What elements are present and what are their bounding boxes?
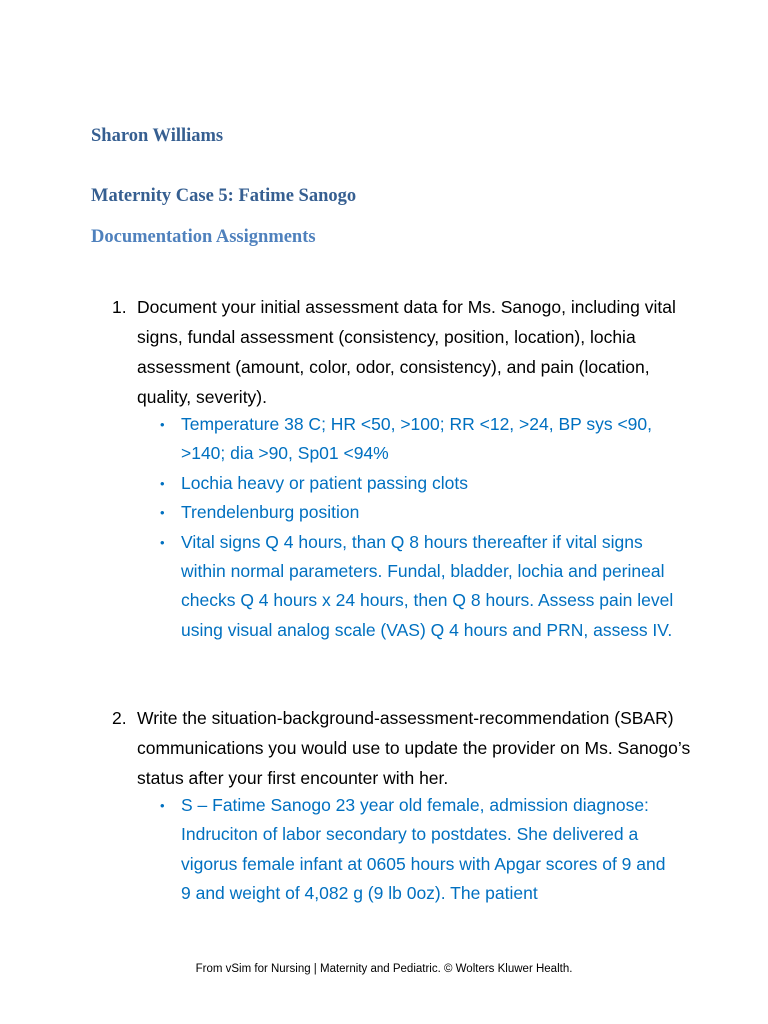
author-name: Sharon Williams (91, 126, 224, 146)
question-text: Document your initial assessment data for Ms. Sanogo, including vital signs, fundal assessment (consistency, position, location), lochia assessment (amount, color, odor, consistency), and pain (location, quality, severity). (137, 297, 676, 407)
answer-text: Vital signs Q 4 hours, than Q 8 hours thereafter if vital signs within normal parameters. Fundal, bladder, lochia and perineal checks Q 4 hours x 24 hours, then Q 8 hours. Assess pain level using visual analog scale (VAS) Q 4 hours and PRN, assess IV. (181, 531, 674, 640)
section-title: Documentation Assignments (91, 227, 316, 247)
answer-item (157, 528, 677, 646)
case-title: Maternity Case 5: Fatime Sanogo (91, 186, 357, 206)
bullet-icon: • (160, 798, 165, 813)
bullet-icon: • (160, 534, 165, 550)
answer-text: Trendelenburg position (181, 502, 360, 523)
bullet-icon: • (160, 505, 165, 521)
question-number: 1. (112, 297, 127, 317)
answer-item (157, 498, 677, 527)
answer-list (157, 791, 677, 909)
bullet-icon: • (160, 417, 165, 432)
bullet-icon: • (160, 475, 165, 491)
answer-list (157, 410, 677, 645)
answer-item (157, 410, 677, 469)
question-number: 2. (112, 708, 127, 728)
page-footer: From vSim for Nursing | Maternity and Pediatric. © Wolters Kluwer Health. (195, 963, 573, 975)
answer-text: Lochia heavy or patient passing clots (181, 472, 468, 493)
question-text: Write the situation-background-assessment-recommendation (SBAR) communications you would use to update the provider on Ms. Sanogo’s status after your first encounter with her. (137, 708, 691, 788)
answer-item (157, 469, 677, 498)
answer-text: S – Fatime Sanogo 23 year old female, admission diagnose: Indruciton of labor secondary to postdates. She delivered a vigorus female infant at 0605 hours with Apgar scores of 9 and 9 and weight of 4,082 g (9 lb 0oz). The patient (181, 795, 666, 904)
answer-text: Temperature 38 C; HR <50, >100; RR <12, >24, BP sys <90, >140; dia >90, Sp01 <94% (181, 414, 652, 464)
answer-item (157, 791, 677, 909)
